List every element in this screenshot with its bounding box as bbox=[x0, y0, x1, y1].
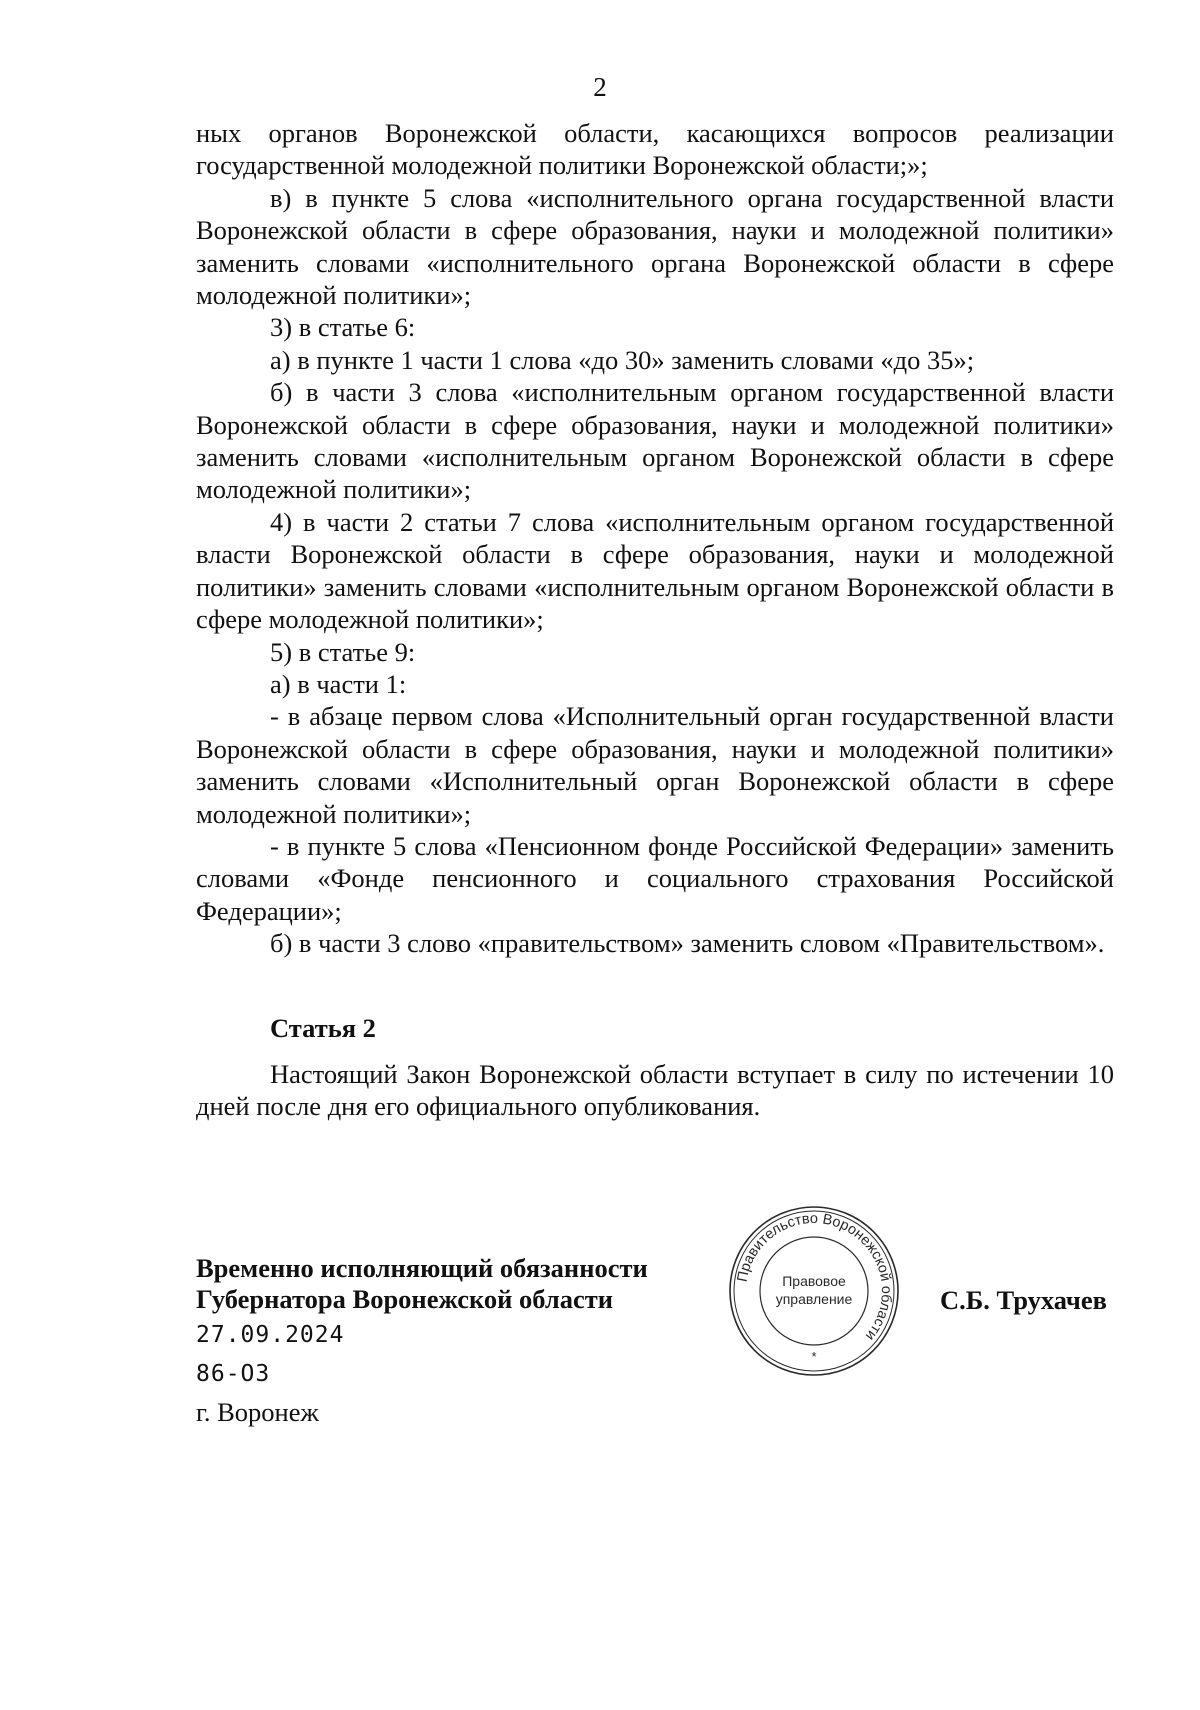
paragraph: ных органов Воронежской области, касающихся вопросов реализации государственной молодежной политики Воронежской области;»; bbox=[196, 118, 1114, 181]
document-number: 86-ОЗ bbox=[196, 1361, 271, 1387]
stamp-inner-text-line: Правовое bbox=[782, 1273, 846, 1289]
paragraph: а) в пункте 1 части 1 слова «до 30» заменить словами «до 35»; bbox=[270, 344, 975, 375]
signer-title-line: Губернатора Воронежской области bbox=[196, 1284, 614, 1314]
paragraph: б) в части 3 слово «правительством» заменить словом «Правительством». bbox=[270, 928, 1105, 959]
paragraph: в) в пункте 5 слова «исполнительного органа государственной власти Воронежской области в сфере образования, науки и молодежной политики» заменить словами «исполнительного органа Воронежской области в сфере молодежной политики»; bbox=[196, 182, 1114, 311]
document-date: 27.09.2024 bbox=[196, 1322, 345, 1348]
paragraph: 5) в статье 9: bbox=[270, 636, 416, 667]
signer-title bbox=[196, 1253, 648, 1315]
paragraph: - в пункте 5 слова «Пенсионном фонде Российской Федерации» заменить словами «Фонде пенсионного и социального страхования Российской Федерации»; bbox=[196, 830, 1114, 926]
document-body bbox=[196, 117, 1114, 960]
page-number: 2 bbox=[593, 72, 607, 102]
article-text: Настоящий Закон Воронежской области вступает в силу по истечении 10 дней после дня его официального опубликования. bbox=[196, 1059, 1114, 1122]
paragraph: б) в части 3 слова «исполнительным органом государственной власти Воронежской области в сфере образования, науки и молодежной политики» заменить словами «исполнительным органом Воронежской области в сфере молодежной политики»; bbox=[196, 377, 1114, 505]
document-place: г. Воронеж bbox=[196, 1397, 319, 1427]
paragraph: 3) в статье 6: bbox=[270, 312, 416, 343]
signer-name: С.Б. Трухачев bbox=[940, 1285, 1107, 1315]
paragraph: 4) в части 2 статьи 7 слова «исполнительным органом государственной власти Воронежской области в сфере образования, науки и молодежной политики» заменить словами «исполнительным органом Воронежской области в сфере молодежной политики»; bbox=[196, 506, 1114, 635]
signer-title-line: Временно исполняющий обязанности bbox=[196, 1253, 648, 1283]
official-stamp bbox=[726, 1203, 902, 1379]
stamp-star-icon: * bbox=[811, 1349, 817, 1364]
paragraph: а) в части 1: bbox=[270, 668, 407, 699]
paragraph: - в абзаце первом слова «Исполнительный орган государственной власти Воронежской области в сфере образования, науки и молодежной политики» заменить словами «Исполнительный орган Воронежской области в сфере молодежной политики»; bbox=[196, 701, 1114, 829]
stamp-inner-text-line: управление bbox=[775, 1291, 853, 1307]
stamp-outer-text-path: Правительство Воронежской области bbox=[734, 1210, 895, 1344]
article-heading: Статья 2 bbox=[270, 1013, 376, 1043]
